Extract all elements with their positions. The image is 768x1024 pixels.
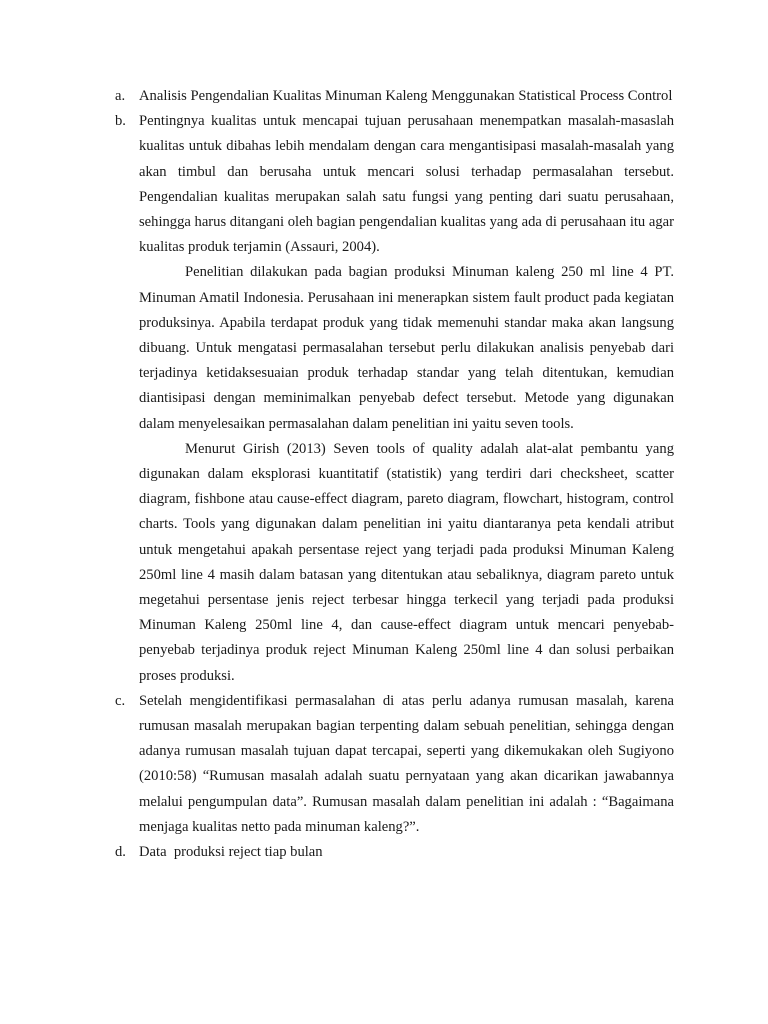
item-b-paragraph-1: Pentingnya kualitas untuk mencapai tujuan perusahaan menempatkan masalah-masaslah kualitas untuk dibahas lebih mendalam dengan cara mengantisipasi masalah-masalah yang akan timbul dan berusaha untuk mencari solusi terhadap permasalahan tersebut. Pengendalian kualitas merupakan salah satu fungsi yang penting dari suatu perusahaan, sehingga harus ditangani oleh bagian pengendalian kualitas yang ada di perusahaan itu agar kualitas produk terjamin (Assauri, 2004). (139, 113, 674, 256)
item-d-paragraph: Data produksi reject tiap bulan (139, 844, 323, 861)
item-list (0, 84, 768, 865)
item-b-paragraph-3: Menurut Girish (2013) Seven tools of quality adalah alat-alat pembantu yang digunakan dalam eksplorasi kuantitatif (statistik) yang terdiri dari checksheet, scatter diagram, fishbone atau cause-effect diagram, pareto diagram, flowchart, histogram, control charts. Tools yang digunakan dalam penelitian ini yaitu diantaranya peta kendali atribut untuk mengetahui apakah persentase reject yang terjadi pada produksi Minuman Kaleng 250ml line 4 masih dalam batasan yang ditentukan atau sebaliknya, diagram pareto untuk megetahui persentase jenis reject terbesar hingga terkecil yang terjadi pada produksi Minuman Kaleng 250ml line 4, dan cause-effect diagram untuk mencari penyebab-penyebab terjadinya produk reject Minuman Kaleng 250ml line 4 dan solusi perbaikan proses produksi. (139, 440, 674, 684)
item-c-paragraph: Setelah mengidentifikasi permasalahan di atas perlu adanya rumusan masalah, karena rumusan masalah merupakan bagian terpenting dalam sebuah penelitian, sehingga dengan adanya rumusan masalah tujuan dapat tercapai, seperti yang dikemukakan oleh Sugiyono (2010:58) “Rumusan masalah adalah suatu pernyataan yang akan dicarikan jawabannya melalui pengumpulan data”. Rumusan masalah dalam penelitian ini adalah : “Bagaimana menjaga kualitas netto pada minuman kaleng?”. (139, 692, 674, 835)
item-b-paragraph-2: Penelitian dilakukan pada bagian produksi Minuman kaleng 250 ml line 4 PT. Minuman Amatil Indonesia. Perusahaan ini menerapkan sistem fault product pada kegiatan produksinya. Apabila terdapat produk yang tidak memenuhi standar maka akan langsung dibuang. Untuk mengatasi permasalahan tersebut perlu dilakukan analisis penyebab dari terjadinya ketidaksesuaian produk terhadap standar yang telah ditentukan, kemudian diantisipasi dengan meminimalkan penyebab defect tersebut. Metode yang digunakan dalam menyelesaikan permasalahan dalam penelitian ini yaitu seven tools. (139, 264, 674, 432)
list-marker: b. (115, 113, 126, 130)
list-item-c (0, 689, 768, 840)
list-marker: c. (115, 692, 126, 709)
list-marker: a. (115, 88, 126, 104)
list-item-a (0, 84, 768, 109)
list-item-b (0, 109, 768, 689)
list-item-d (0, 840, 768, 865)
list-marker: d. (115, 844, 126, 861)
item-a-paragraph: Analisis Pengendalian Kualitas Minuman Kaleng Menggunakan Statistical Process Control (139, 88, 673, 104)
